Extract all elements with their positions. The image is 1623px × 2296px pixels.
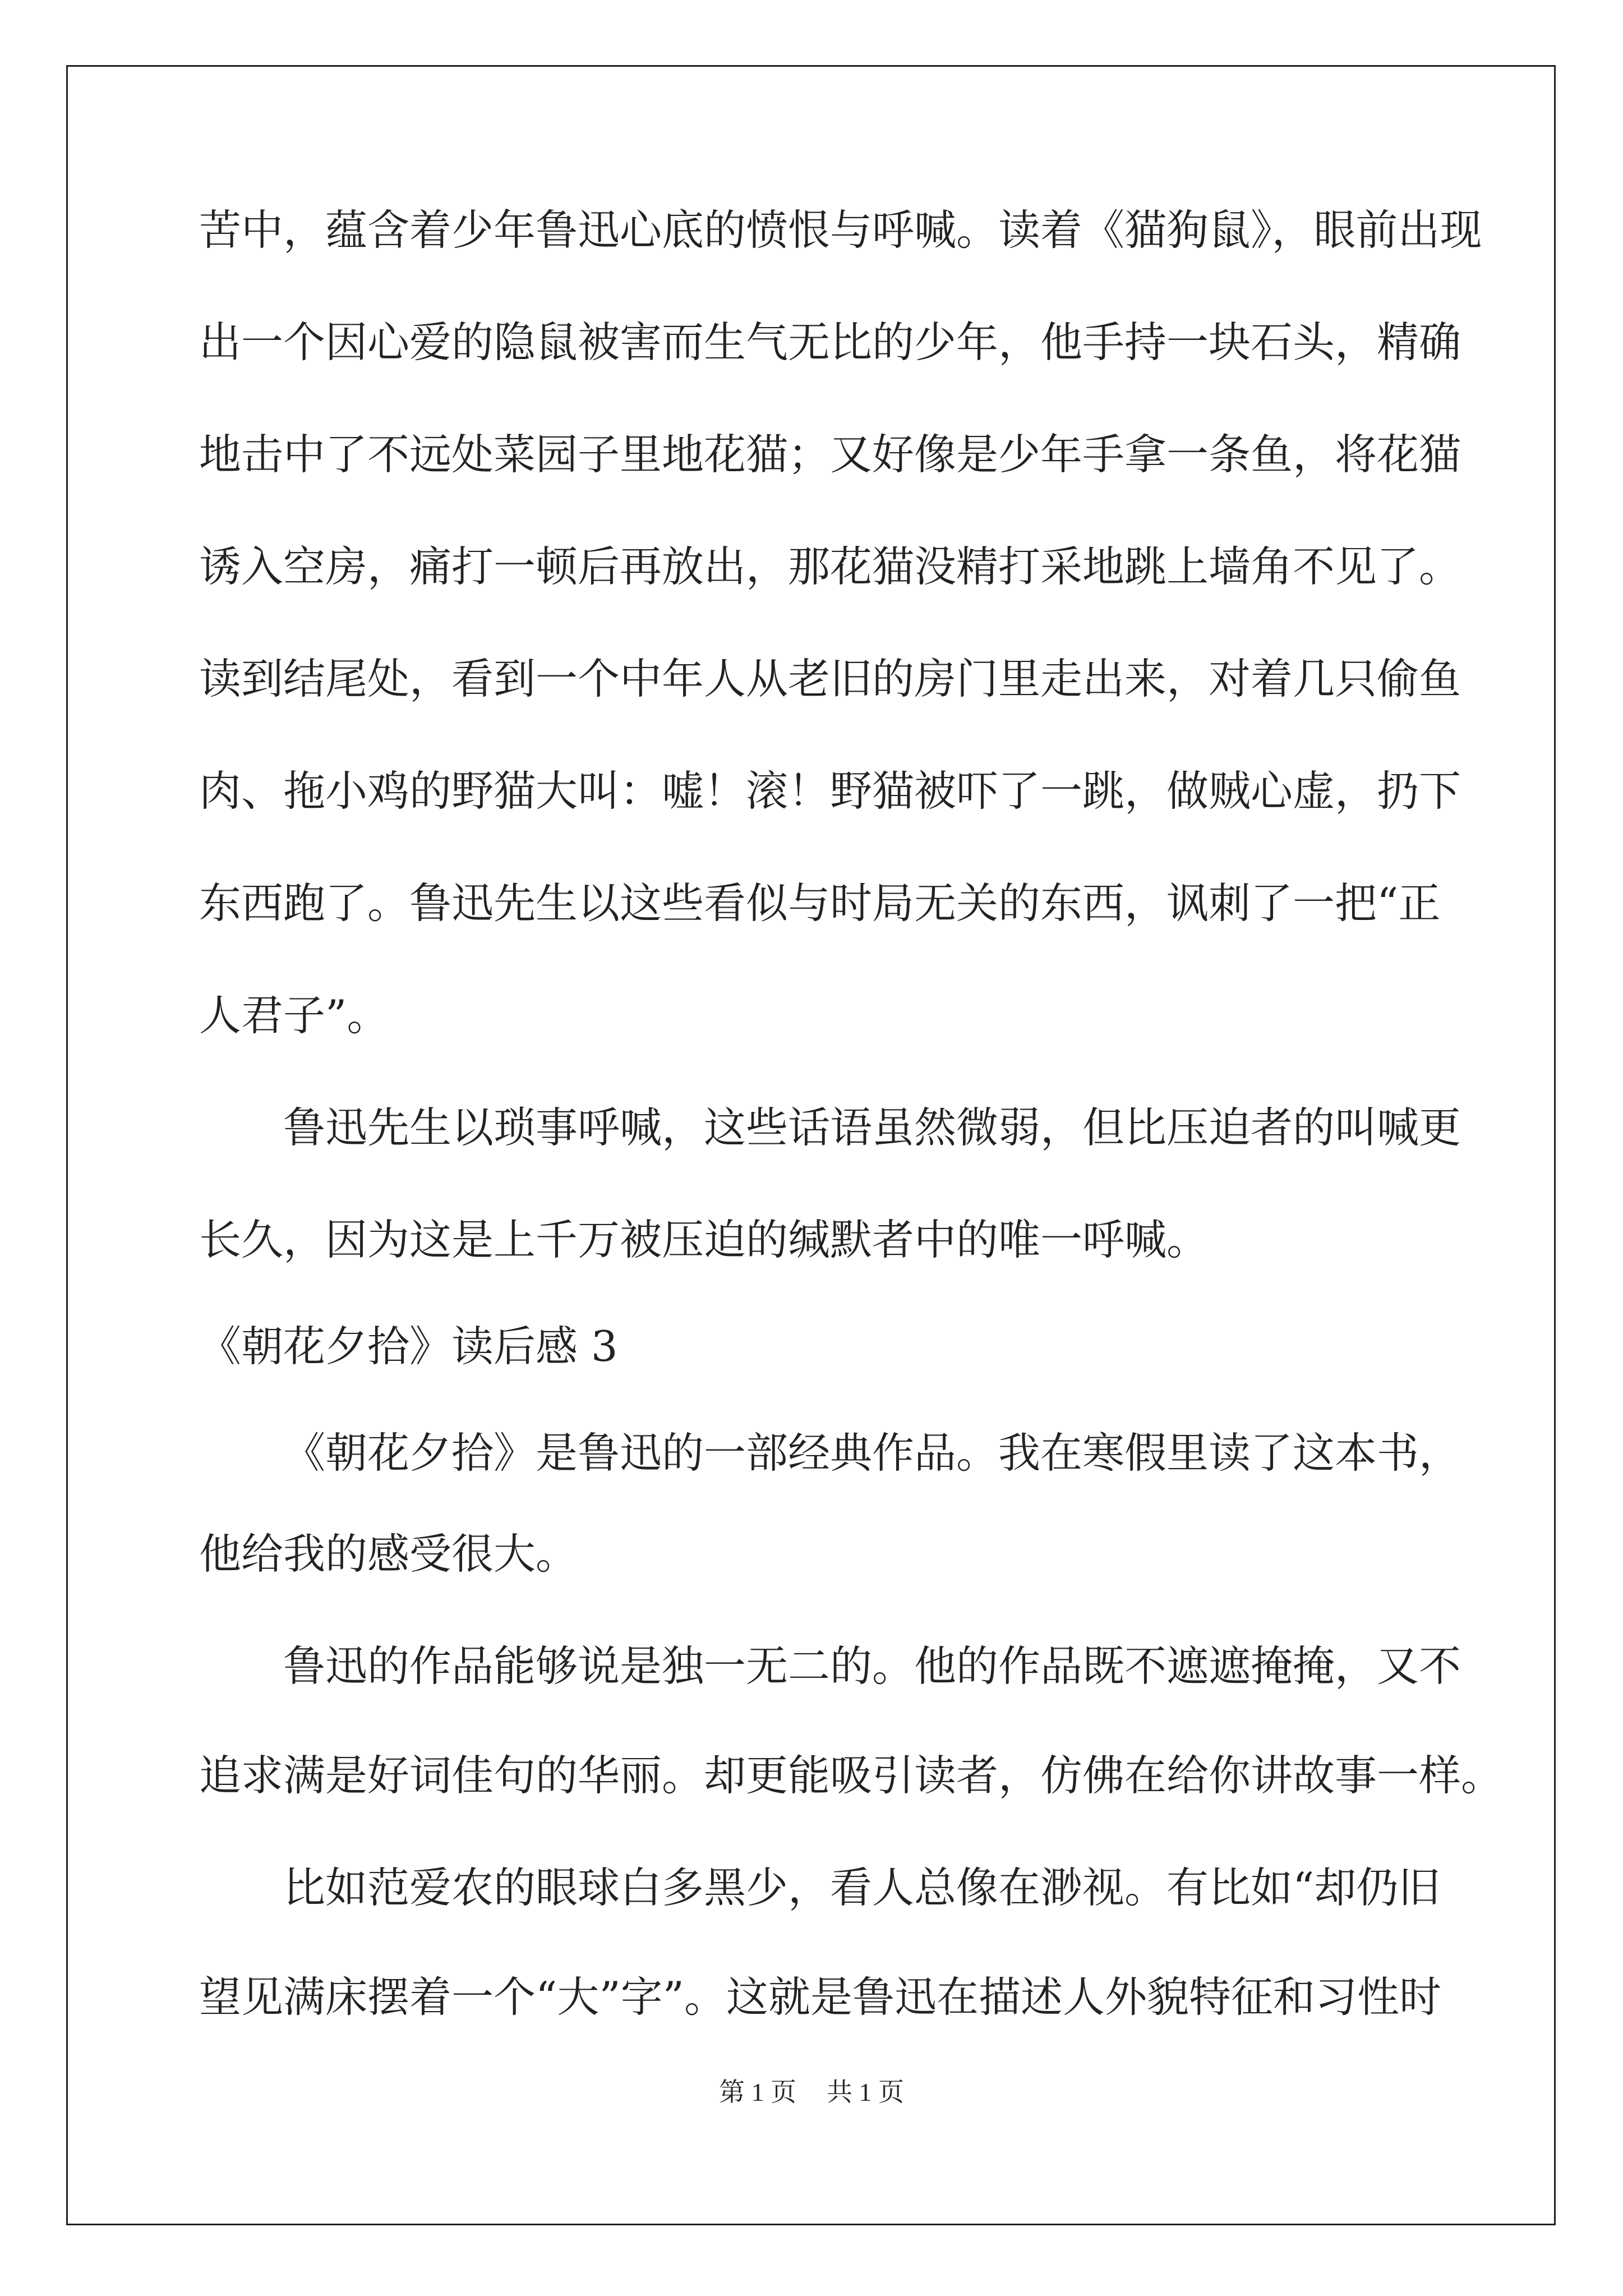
paragraph-first-line: 鲁迅先生以琐事呼喊，这些话语虽然微弱，但比压迫者的叫喊更 <box>283 1103 1461 1152</box>
text-line: 东西跑了。鲁迅先生以这些看似与时局无关的东西，讽刺了一把“正 <box>199 878 1441 928</box>
text-line: 读到结尾处，看到一个中年人从老旧的房门里走出来，对着几只偷鱼 <box>199 654 1461 703</box>
paragraph-first-line: 比如范爱农的眼球白多黑少，看人总像在渺视。有比如“却仍旧 <box>283 1863 1441 1912</box>
page-footer <box>0 2076 1623 2109</box>
page-total: 共 1 页 <box>827 2078 904 2106</box>
text-line: 他给我的感受很大。 <box>199 1529 578 1579</box>
section-heading: 《朝花夕拾》读后感 3 <box>199 1322 618 1371</box>
text-line: 望见满床摆着一个“大”字”。这就是鲁迅在描述人外貌特征和习性时 <box>199 1972 1442 2022</box>
text-line: 肉、拖小鸡的野猫大叫：嘘！滚！野猫被吓了一跳，做贼心虚，扔下 <box>199 766 1461 816</box>
text-line: 苦中，蕴含着少年鲁迅心底的愤恨与呼喊。读着《猫狗鼠》，眼前出现 <box>199 205 1482 255</box>
text-line: 追求满是好词佳句的华丽。却更能吸引读者，仿佛在给你讲故事一样。 <box>199 1751 1504 1800</box>
text-line: 地击中了不远处菜园子里地花猫；又好像是少年手拿一条鱼，将花猫 <box>199 430 1461 479</box>
paragraph-first-line: 鲁迅的作品能够说是独一无二的。他的作品既不遮遮掩掩，又不 <box>283 1641 1461 1691</box>
text-line: 人君子”。 <box>199 991 389 1040</box>
page-number: 第 1 页 <box>719 2078 796 2106</box>
paragraph-first-line: 《朝花夕拾》是鲁迅的一部经典作品。我在寒假里读了这本书， <box>283 1428 1461 1478</box>
text-line: 长久，因为这是上千万被压迫的缄默者中的唯一呼喊。 <box>199 1215 1209 1264</box>
text-line: 出一个因心爱的隐鼠被害而生气无比的少年，他手持一块石头，精确 <box>199 318 1461 367</box>
text-line: 诱入空房，痛打一顿后再放出，那花猫没精打采地跳上墙角不见了。 <box>199 542 1461 591</box>
